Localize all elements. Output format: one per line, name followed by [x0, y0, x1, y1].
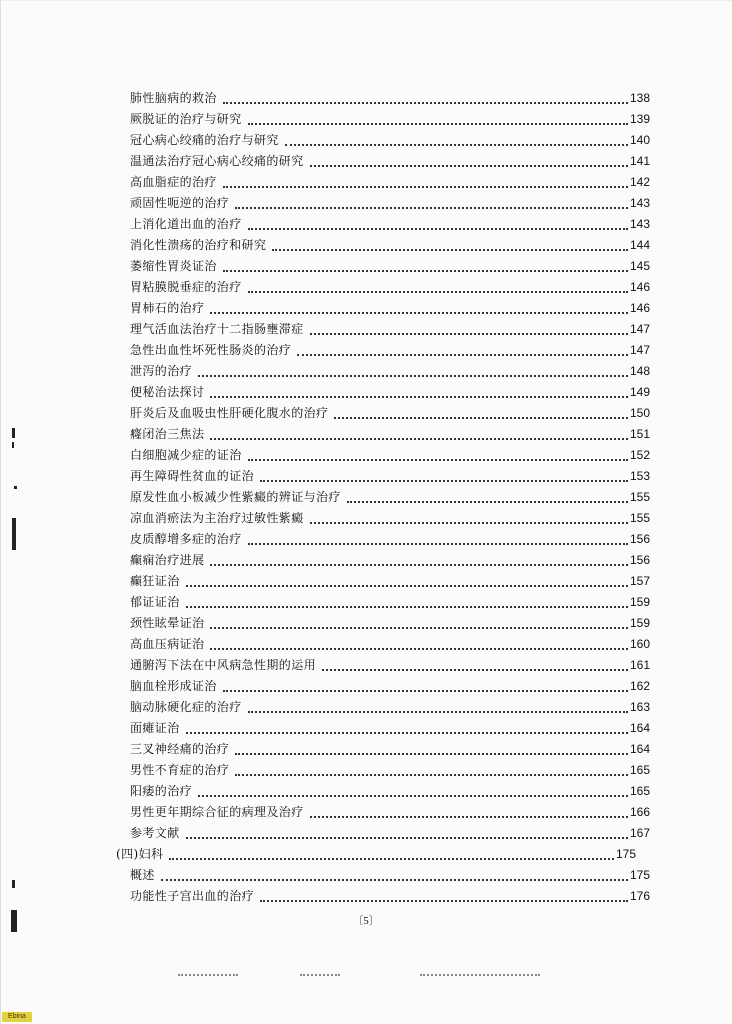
toc-leader-dots: [210, 311, 628, 314]
toc-entry-page: 156: [629, 532, 650, 546]
scan-margin-mark: [14, 486, 17, 489]
toc-leader-dots: [235, 206, 628, 209]
toc-entry-page: 163: [629, 700, 650, 714]
toc-leader-dots: [235, 752, 628, 755]
toc-entry-title: 冠心病心绞痛的治疗与研究: [130, 133, 279, 147]
toc-entry-title: 理气活血法治疗十二指肠壅滞症: [130, 322, 304, 336]
toc-leader-dots: [248, 290, 628, 293]
toc-entry-title: 概述: [130, 868, 155, 882]
toc-leader-dots: [260, 479, 628, 482]
toc-entry-page: 144: [629, 238, 650, 252]
toc-entry-page: 175: [629, 868, 650, 882]
toc-entry: [130, 823, 650, 843]
toc-entry: [130, 424, 650, 444]
toc-leader-dots: [347, 500, 628, 503]
toc-entry-page: 153: [629, 469, 650, 483]
toc-leader-dots: [223, 185, 628, 188]
toc-entry-title: 阳痿的治疗: [130, 784, 193, 798]
toc-entry-page: 155: [629, 511, 650, 525]
scan-margin-mark: [12, 442, 14, 448]
toc-entry: [130, 214, 650, 234]
scan-margin-mark: [12, 428, 15, 438]
toc-entry: [130, 634, 650, 654]
toc-entry: [130, 403, 650, 423]
toc-entry: [130, 739, 650, 759]
toc-entry: [130, 193, 650, 213]
toc-entry: [130, 88, 650, 108]
scan-margin-mark: [12, 880, 15, 888]
toc-entry-page: 150: [629, 406, 650, 420]
toc-entry: [130, 592, 650, 612]
toc-entry-title: 白细胞减少症的证治: [130, 448, 242, 462]
toc-entry: [130, 697, 650, 717]
toc-entry-page: 145: [629, 259, 650, 273]
toc-leader-dots: [210, 395, 628, 398]
toc-entry-page: 167: [629, 826, 650, 840]
toc-entry: [130, 613, 650, 633]
toc-entry-page: 146: [629, 301, 650, 315]
toc-leader-dots: [223, 269, 628, 272]
toc-entry-page: 156: [629, 553, 650, 567]
toc-entry-title: 胃柿石的治疗: [130, 301, 205, 315]
toc-entry-page: 160: [629, 637, 650, 651]
toc-leader-dots: [248, 122, 628, 125]
toc-entry-title: 癫痫治疗进展: [130, 553, 205, 567]
toc-entry-page: 164: [629, 721, 650, 735]
toc-entry-page: 138: [629, 91, 650, 105]
toc-leader-dots: [310, 332, 628, 335]
toc-entry: [130, 340, 650, 360]
toc-leader-dots: [186, 836, 628, 839]
toc-leader-dots: [297, 353, 628, 356]
toc-entry-title: 肺性脑病的救治: [130, 91, 217, 105]
toc-entry-page: 148: [629, 364, 650, 378]
toc-entry-title: 颈性眩晕证治: [130, 616, 205, 630]
toc-leader-dots: [210, 437, 628, 440]
toc-section-title: (四)妇科: [116, 847, 164, 861]
toc-entry: [130, 445, 650, 465]
toc-entry: [130, 235, 650, 255]
page-number: 〔5〕: [352, 915, 380, 927]
toc-entry: [130, 886, 650, 906]
toc-entry-page: 151: [629, 427, 650, 441]
toc-entry: [130, 676, 650, 696]
toc-leader-dots: [210, 647, 628, 650]
toc-section-heading: [116, 844, 636, 864]
toc-entry: [130, 130, 650, 150]
toc-entry: [130, 487, 650, 507]
toc-entry-title: 上消化道出血的治疗: [130, 217, 242, 231]
toc-entry: [130, 277, 650, 297]
toc-entry-page: 161: [629, 658, 650, 672]
toc-leader-dots: [198, 794, 628, 797]
toc-entry-page: 155: [629, 490, 650, 504]
toc-leader-dots: [310, 815, 628, 818]
toc-entry-page: 141: [629, 154, 650, 168]
toc-entry-title: 肝炎后及血吸虫性肝硬化腹水的治疗: [130, 406, 329, 420]
toc-leader-dots: [248, 542, 628, 545]
toc-leader-dots: [169, 857, 614, 860]
scanner-stamp: Ebina: [2, 1012, 32, 1022]
toc-entry-title: 顽固性呃逆的治疗: [130, 196, 230, 210]
toc-entry-title: 三叉神经痛的治疗: [130, 742, 230, 756]
toc-entry: [130, 760, 650, 780]
toc-entry: [130, 718, 650, 738]
toc-entry-title: 高血脂症的治疗: [130, 175, 217, 189]
toc-leader-dots: [272, 248, 628, 251]
toc-entry-title: 再生障碍性贫血的证治: [130, 469, 255, 483]
toc-entry-title: 面瘫证治: [130, 721, 180, 735]
toc-leader-dots: [285, 143, 628, 146]
toc-entry-page: 149: [629, 385, 650, 399]
toc-entry-title: 癫狂证治: [130, 574, 180, 588]
scan-margin-mark: [11, 910, 17, 932]
toc-entry-page: 176: [629, 889, 650, 903]
toc-entry-title: 男性更年期综合征的病理及治疗: [130, 805, 304, 819]
toc-entry-title: 郁证证治: [130, 595, 180, 609]
scan-noise: [300, 972, 340, 976]
toc-entry: [130, 466, 650, 486]
toc-entry-title: 脑动脉硬化症的治疗: [130, 700, 242, 714]
toc-leader-dots: [260, 899, 628, 902]
toc-leader-dots: [210, 626, 628, 629]
toc-entry: [130, 571, 650, 591]
toc-leader-dots: [161, 878, 628, 881]
toc-leader-dots: [310, 521, 628, 524]
scan-margin-mark: [12, 518, 16, 550]
toc-entry-title: 脑血栓形成证治: [130, 679, 217, 693]
toc-entry-title: 急性出血性坏死性肠炎的治疗: [130, 343, 292, 357]
toc-leader-dots: [186, 731, 628, 734]
toc-entry-page: 152: [629, 448, 650, 462]
toc-entry-page: 165: [629, 763, 650, 777]
toc-entry-title: 参考文献: [130, 826, 180, 840]
toc-leader-dots: [198, 374, 628, 377]
toc-entry-page: 147: [629, 322, 650, 336]
toc-entry-title: 男性不育症的治疗: [130, 763, 230, 777]
toc-entry: [130, 298, 650, 318]
toc-entry-title: 消化性溃疡的治疗和研究: [130, 238, 267, 252]
toc-entry-page: 139: [629, 112, 650, 126]
toc-entry-title: 皮质醇增多症的治疗: [130, 532, 242, 546]
toc-entry-page: 164: [629, 742, 650, 756]
toc-entry-page: 162: [629, 679, 650, 693]
toc-entry-page: 157: [629, 574, 650, 588]
toc-entry-title: 胃粘膜脱垂症的治疗: [130, 280, 242, 294]
toc-entry-title: 温通法治疗冠心病心绞痛的研究: [130, 154, 304, 168]
toc-leader-dots: [235, 773, 628, 776]
scan-noise: [178, 972, 238, 976]
toc-entry-title: 通腑泻下法在中风病急性期的运用: [130, 658, 317, 672]
scan-noise: [420, 972, 540, 976]
toc-entry: [130, 865, 650, 885]
toc-entry: [130, 550, 650, 570]
toc-entry-title: 原发性血小板减少性紫癜的辨证与治疗: [130, 490, 341, 504]
toc-entry-page: 166: [629, 805, 650, 819]
toc-entry-page: 175: [615, 847, 636, 861]
toc-entry-title: 癃闭治三焦法: [130, 427, 205, 441]
toc-entry: [130, 361, 650, 381]
toc-entry-page: 140: [629, 133, 650, 147]
toc-entry: [130, 172, 650, 192]
toc-entry-title: 凉血消瘀法为主治疗过敏性紫癜: [130, 511, 304, 525]
toc-entry: [130, 151, 650, 171]
toc-entry: [130, 529, 650, 549]
toc-entry: [130, 781, 650, 801]
toc-entry: [130, 655, 650, 675]
toc-entry: [130, 256, 650, 276]
toc-entry-page: 159: [629, 616, 650, 630]
toc-leader-dots: [210, 563, 628, 566]
toc-leader-dots: [186, 605, 628, 608]
toc-leader-dots: [223, 689, 628, 692]
toc-entry: [130, 109, 650, 129]
toc-leader-dots: [223, 101, 628, 104]
toc-entry: [130, 319, 650, 339]
toc-leader-dots: [322, 668, 628, 671]
toc-leader-dots: [310, 164, 628, 167]
toc-leader-dots: [248, 710, 628, 713]
toc-entry-page: 159: [629, 595, 650, 609]
toc-leader-dots: [334, 416, 628, 419]
toc-entry-title: 泄泻的治疗: [130, 364, 193, 378]
toc-entry-title: 高血压病证治: [130, 637, 205, 651]
toc-leader-dots: [248, 227, 628, 230]
toc-entry-page: 165: [629, 784, 650, 798]
toc-entry-page: 146: [629, 280, 650, 294]
toc-entry-page: 143: [629, 196, 650, 210]
toc-entry-title: 功能性子宫出血的治疗: [130, 889, 255, 903]
toc-entry-page: 147: [629, 343, 650, 357]
toc-entry-page: 143: [629, 217, 650, 231]
toc-entry-title: 便秘治法探讨: [130, 385, 205, 399]
toc-leader-dots: [248, 458, 628, 461]
toc-entry-page: 142: [629, 175, 650, 189]
toc-entry: [130, 382, 650, 402]
toc-entry-title: 厥脱证的治疗与研究: [130, 112, 242, 126]
toc-leader-dots: [186, 584, 628, 587]
toc-entry: [130, 802, 650, 822]
toc-entry-title: 萎缩性胃炎证治: [130, 259, 217, 273]
toc-entry: [130, 508, 650, 528]
